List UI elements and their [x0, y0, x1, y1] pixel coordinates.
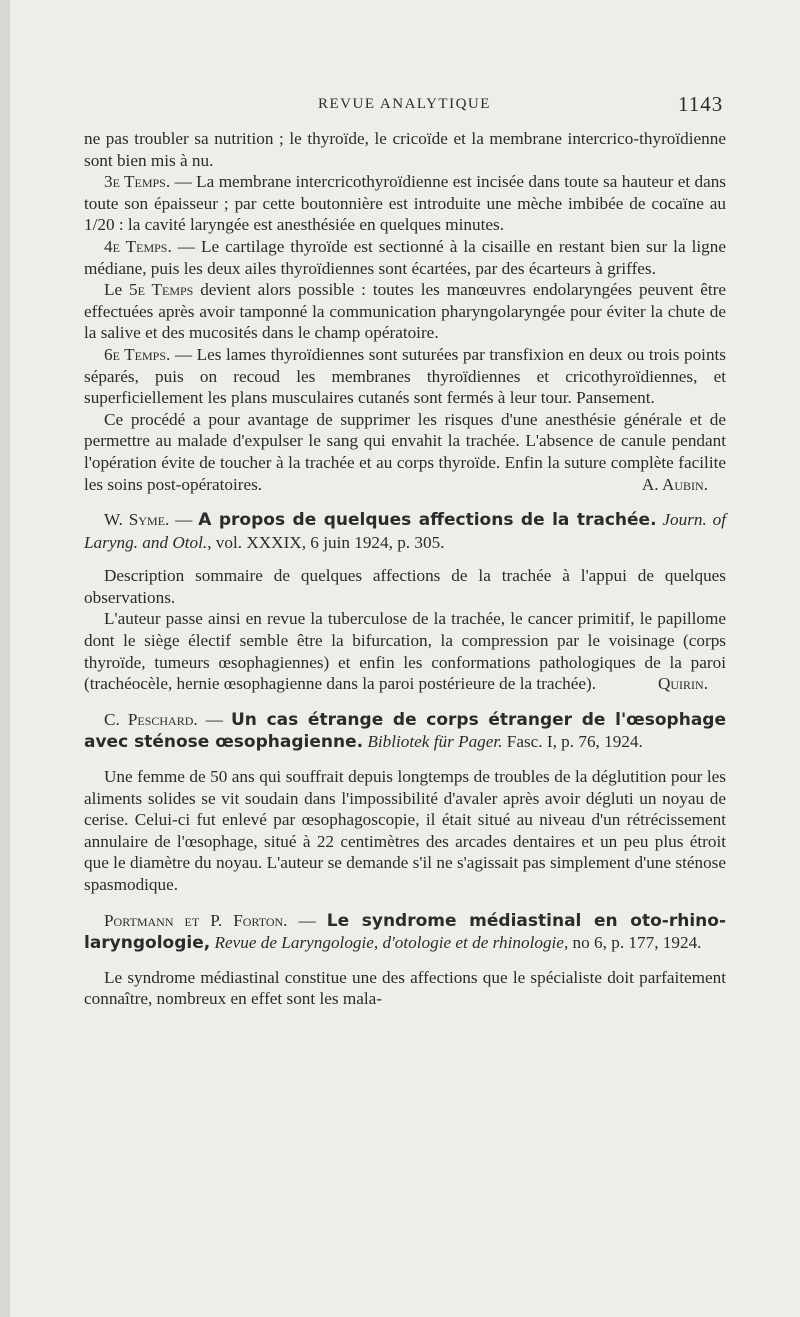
- step-5-prefix: Le: [104, 280, 129, 300]
- article-1-paragraph-1: Description sommaire de quelques affections de la trachée à l'appui de quelques observations.: [84, 566, 726, 607]
- article-3-heading: [84, 910, 726, 955]
- page-body: [84, 128, 726, 1010]
- page-header: [0, 92, 800, 120]
- article-2-dash: —: [197, 709, 231, 729]
- article-3-dash: —: [287, 910, 327, 930]
- spacer: [84, 754, 726, 766]
- signature: A. Aubin.: [641, 474, 708, 494]
- step-4-paragraph: [84, 236, 726, 279]
- article-2-journal: Bibliotek für Pager.: [367, 732, 503, 752]
- page-margin: [0, 0, 10, 1317]
- article-3-journal: Revue de Laryngologie, d'otologie et de rhinologie,: [214, 933, 569, 953]
- step-3-paragraph: [84, 171, 726, 236]
- article-1-citation: , vol. XXXIX, 6 juin 1924, p. 305.: [207, 532, 445, 552]
- intro-paragraph: ne pas troubler sa nutrition ; le thyroïde, le cricoïde et la membrane intercrico-thyroïdienne sont bien mis à nu.: [84, 129, 726, 170]
- spacer: [84, 955, 726, 967]
- spacer: [84, 495, 726, 509]
- step-5-label: 5e Temps: [129, 280, 194, 300]
- article-1-author: W. Syme.: [104, 510, 170, 530]
- article-1-paragraph-2-text: L'auteur passe ainsi en revue la tuberculose de la trachée, le cancer primitif, le papillome dont le siège électif semble être la bifurcation, la compression par le voisinage (corps thyroïde, tumeurs œsophagiennes) et enfin les conformations pathologiques de la paroi (trachéocèle, hernie œsophagienne dans la paroi postérieure de la trachée).: [84, 609, 726, 694]
- signature: Quirin.: [657, 674, 708, 694]
- running-title: REVUE ANALYTIQUE: [318, 96, 491, 112]
- article-3-paragraph-1: Le syndrome médiastinal constitue une des affections que le spécialiste doit parfaitement connaître, nombreux en effet sont les mala-: [84, 967, 726, 1009]
- step-6-text: — Les lames thyroïdiennes sont suturées par transfixion en deux ou trois points séparés, puis on recoud les membranes thyroïdiennes et cricothyroïdiennes, et superficiellement les plans musculaires cutanés sont fermés à leur tour. Pansement.: [84, 344, 726, 408]
- article-2-heading: [84, 709, 726, 754]
- step-5-text: devient alors possible : toutes les manœuvres endolaryngées peuvent être effectuées après avoir tamponné la communication pharyngolaryngée pour éviter la chute de la salive et des mucosités dans le champ opératoire.: [84, 280, 726, 343]
- spacer: [84, 695, 726, 709]
- step-3-text: — La membrane intercricothyroïdienne est incisée dans toute sa hauteur et dans toute son épaisseur ; par cette boutonnière est introduite une mèche imbibée de cocaïne au 1/20 : la cavité laryngée est anesthésiée en quelques minutes.: [84, 172, 727, 235]
- article-2-citation: Fasc. I, p. 76, 1924.: [502, 732, 643, 752]
- article-1-dash: —: [169, 510, 199, 530]
- article-3-citation: no 6, p. 177, 1924.: [568, 933, 702, 953]
- article-1-title: A propos de quelques affections de la trachée.: [198, 510, 657, 531]
- step-4-label: 4e Temps.: [104, 236, 172, 256]
- page-number: 1143: [678, 92, 724, 116]
- spacer: [84, 896, 726, 910]
- conclusion-paragraph: [84, 409, 726, 495]
- article-1-paragraph-2: [84, 608, 726, 694]
- article-1-journal: Journ. of Laryng. and Otol.: [84, 510, 727, 552]
- article-1-heading: [84, 509, 726, 553]
- conclusion-text: Ce procédé a pour avantage de supprimer les risques d'une anesthésie générale et de permettre au malade d'expulser le sang qui envahit la trachée. L'absence de canule pendant l'opération évite de toucher à la trachée et au corps thyroïde. Enfin la suture complète facilite les soins post-opératoires.: [84, 409, 726, 494]
- article-2-author: C. Peschard.: [104, 709, 198, 729]
- article-3-author: Portmann et P. Forton.: [104, 910, 288, 930]
- step-4-text: — Le cartilage thyroïde est sectionné à la cisaille en restant bien sur la ligne médiane, puis les deux ailes thyroïdiennes sont écartées, par des écarteurs à griffes.: [84, 236, 726, 278]
- step-6-paragraph: [84, 344, 726, 409]
- step-5-paragraph: [84, 279, 726, 344]
- step-3-label: 3e Temps.: [104, 172, 171, 192]
- step-6-label: 6e Temps.: [104, 344, 171, 364]
- spacer: [84, 553, 726, 565]
- article-3-title: Le syndrome médiastinal en oto-rhino-laryngologie,: [84, 910, 727, 954]
- article-2-paragraph-1: Une femme de 50 ans qui souffrait depuis longtemps de troubles de la déglutition pour les aliments solides se vit soudain dans l'impossibilité d'avaler après avoir dégluti un noyau de cerise. Celui-ci fut enlevé par œsophagoscopie, il était situé au niveau d'un rétrécissement annulaire de l'œsophage, situé à 22 centimètres des arcades dentaires et un peu plus étroit que le diamètre du noyau. L'auteur se demande s'il ne s'agissait pas simplement d'une sténose spasmodique.: [84, 767, 726, 894]
- article-2-title: Un cas étrange de corps étranger de l'œsophage avec sténose œsophagienne.: [84, 709, 726, 753]
